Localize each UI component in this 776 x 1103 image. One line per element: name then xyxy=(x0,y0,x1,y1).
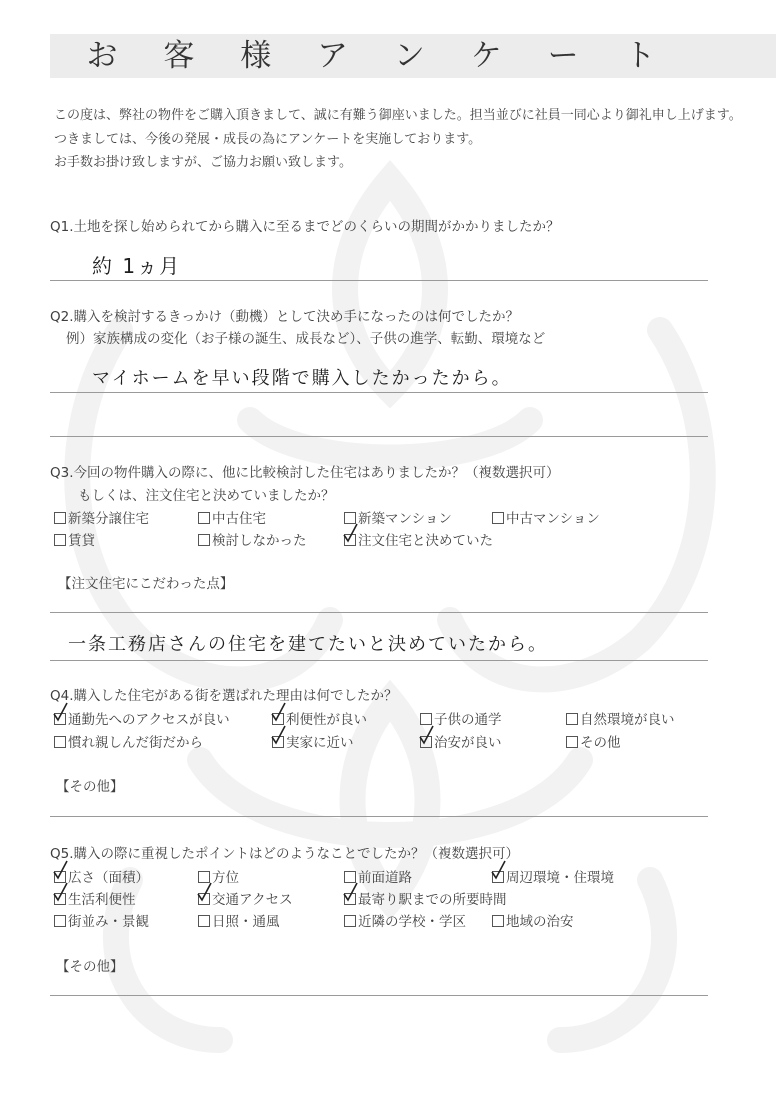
q4-option[interactable]: 治安が良い xyxy=(420,731,502,751)
q5-option[interactable]: 日照・通風 xyxy=(198,910,280,930)
checkbox[interactable] xyxy=(420,713,432,725)
q3-option[interactable]: 新築マンション xyxy=(344,507,452,527)
q3-option[interactable]: 中古マンション xyxy=(492,507,600,527)
q3-option[interactable]: 注文住宅と決めていた xyxy=(344,529,493,549)
q2-answer: マイホームを早い段階で購入したかったから。 xyxy=(92,368,512,389)
q5-other-line xyxy=(50,995,708,996)
q3-question: Q3.今回の物件購入の際に、他に比較検討した住宅はありましたか？（複数選択可） xyxy=(50,465,560,481)
checkbox[interactable] xyxy=(492,871,504,883)
q5-option[interactable]: 近隣の学校・学区 xyxy=(344,910,466,930)
q4-question: Q4.購入した住宅がある街を選ばれた理由は何でしたか？ xyxy=(50,688,398,704)
checkbox[interactable] xyxy=(566,736,578,748)
checkbox[interactable] xyxy=(54,893,66,905)
checkbox[interactable] xyxy=(54,915,66,927)
checkbox[interactable] xyxy=(420,736,432,748)
checkbox[interactable] xyxy=(344,512,356,524)
q3-option[interactable]: 新築分譲住宅 xyxy=(54,507,149,527)
checkbox[interactable] xyxy=(492,915,504,927)
q4-option[interactable]: 自然環境が良い xyxy=(566,708,675,728)
q2-answer-line-1 xyxy=(50,392,708,393)
intro-line-2: つきましては、今後の発展・成長の為にアンケートを実施しております。 xyxy=(54,132,482,147)
q4-other-line xyxy=(50,816,708,817)
checkbox[interactable] xyxy=(54,713,66,725)
q5-option[interactable]: 交通アクセス xyxy=(198,888,293,908)
q3-answer-line-2 xyxy=(50,660,708,661)
q4-option[interactable]: 慣れ親しんだ街だから xyxy=(54,731,203,751)
q4-option[interactable]: 利便性が良い xyxy=(272,708,367,728)
checkbox[interactable] xyxy=(54,534,66,546)
q3-question-2: もしくは、注文住宅と決めていましたか？ xyxy=(78,488,335,504)
q5-other-label: 【その他】 xyxy=(56,959,124,975)
checkbox[interactable] xyxy=(54,871,66,883)
checkbox[interactable] xyxy=(198,512,210,524)
q5-option[interactable]: 広さ（面積） xyxy=(54,866,149,886)
q5-option[interactable]: 生活利便性 xyxy=(54,888,136,908)
q3-sub-answer: 一条工務店さんの住宅を建てたいと決めていたから。 xyxy=(68,634,548,655)
q2-answer-line-2 xyxy=(50,436,708,437)
q3-sub-label: 【注文住宅にこだわった点】 xyxy=(58,576,234,592)
q5-option[interactable]: 前面道路 xyxy=(344,866,412,886)
q2-question: Q2.購入を検討するきっかけ（動機）として決め手になったのは何でしたか？ xyxy=(50,309,520,325)
checkbox[interactable] xyxy=(272,736,284,748)
checkbox[interactable] xyxy=(54,736,66,748)
q5-option[interactable]: 地域の治安 xyxy=(492,910,574,930)
q5-option[interactable]: 最寄り駅までの所要時間 xyxy=(344,888,507,908)
checkbox[interactable] xyxy=(198,893,210,905)
checkbox[interactable] xyxy=(344,915,356,927)
checkbox[interactable] xyxy=(566,713,578,725)
checkbox[interactable] xyxy=(54,512,66,524)
intro-line-1: この度は、弊社の物件をご購入頂きまして、誠に有難う御座いました。担当並びに社員一同心より御礼申し上げます。 xyxy=(54,108,742,123)
checkbox[interactable] xyxy=(198,871,210,883)
q4-other-label: 【その他】 xyxy=(56,779,124,795)
page-title: お 客 様 ア ン ケ ー ト xyxy=(86,38,674,74)
checkbox[interactable] xyxy=(344,893,356,905)
checkbox[interactable] xyxy=(198,534,210,546)
q4-option[interactable]: 子供の通学 xyxy=(420,708,502,728)
q3-option[interactable]: 賃貸 xyxy=(54,529,95,549)
q4-option[interactable]: 通勤先へのアクセスが良い xyxy=(54,708,230,728)
q5-option[interactable]: 方位 xyxy=(198,866,239,886)
q1-answer: 約 1ヵ月 xyxy=(92,254,182,278)
checkbox[interactable] xyxy=(344,871,356,883)
checkbox[interactable] xyxy=(198,915,210,927)
q5-question: Q5.購入の際に重視したポイントはどのようなことでしたか？（複数選択可） xyxy=(50,846,520,862)
q4-option[interactable]: その他 xyxy=(566,731,621,751)
checkbox[interactable] xyxy=(344,534,356,546)
q3-option[interactable]: 中古住宅 xyxy=(198,507,266,527)
q4-option[interactable]: 実家に近い xyxy=(272,731,354,751)
checkbox[interactable] xyxy=(272,713,284,725)
intro-line-3: お手数お掛け致しますが、ご協力お願い致します。 xyxy=(54,155,352,170)
q1-answer-line xyxy=(50,280,708,281)
checkbox[interactable] xyxy=(492,512,504,524)
q2-example: 例）家族構成の変化（お子様の誕生、成長など）、子供の進学、転勤、環境など xyxy=(66,331,546,347)
q3-option[interactable]: 検討しなかった xyxy=(198,529,307,549)
q5-option[interactable]: 街並み・景観 xyxy=(54,910,149,930)
q1-question: Q1.土地を探し始められてから購入に至るまでどのくらいの期間がかかりましたか？ xyxy=(50,219,560,235)
q5-option[interactable]: 周辺環境・住環境 xyxy=(492,866,614,886)
q3-answer-line-1 xyxy=(50,612,708,613)
